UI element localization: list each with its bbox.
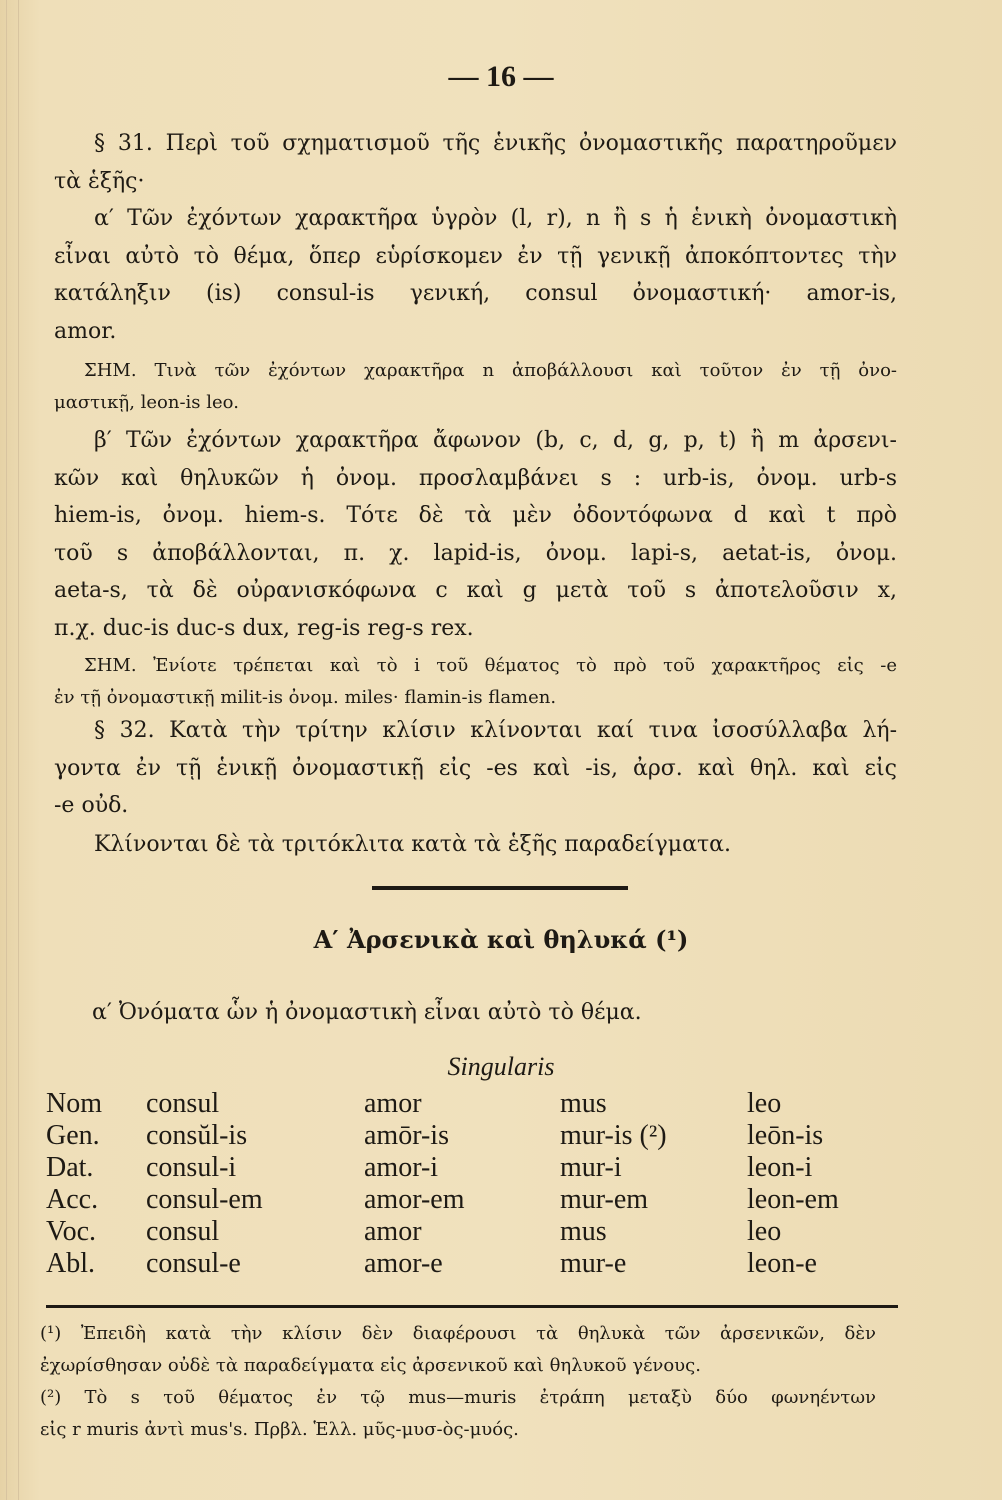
section-heading: Α′ Ἀρσενικὰ καὶ θηλυκά (¹) — [313, 925, 689, 954]
form-cell: mur-i — [560, 1152, 622, 1183]
note-1 — [54, 355, 897, 419]
form-cell: amor-i — [364, 1152, 439, 1183]
text-line: aeta-s, τὰ δὲ οὐρανισκόφωνα c καὶ g μετὰ τοῦ s ἀποτελοῦσιν x, — [54, 578, 897, 603]
table-row — [46, 1184, 887, 1216]
form-cell: consul-e — [146, 1248, 241, 1279]
text-line: -e οὐδ. — [54, 793, 129, 818]
form-cell: consul — [146, 1088, 220, 1119]
form-cell: consul-em — [146, 1184, 263, 1215]
footnote-line: (²) Τὸ s τοῦ θέματος ἐν τῷ mus—muris ἐτράπη μεταξὺ δύο φωνηέντων — [40, 1387, 876, 1408]
form-cell: leo — [747, 1088, 782, 1119]
form-cell: amōr-is — [364, 1120, 449, 1151]
form-cell: mur-em — [560, 1184, 649, 1215]
table-row — [46, 1152, 887, 1184]
text-line: amor. — [54, 318, 117, 344]
form-cell: consul-i — [146, 1152, 237, 1183]
text-line: Κλίνονται δὲ τὰ τριτόκλιτα κατὰ τὰ ἑξῆς παραδείγματα. — [94, 832, 731, 857]
table-row — [46, 1248, 887, 1280]
text-line: § 31. Περὶ τοῦ σχηματισμοῦ τῆς ἑνικῆς ὀνομαστικῆς παρατηροῦμεν — [94, 131, 897, 156]
form-cell: leo — [747, 1216, 782, 1247]
form-cell: amor-e — [364, 1248, 443, 1279]
closing-paragraph — [54, 826, 897, 864]
text-line: π.χ. duc-is duc-s dux, reg-is reg-s rex. — [54, 615, 474, 641]
form-cell: leōn-is — [747, 1120, 824, 1151]
case-label: Voc. — [46, 1216, 97, 1247]
table-row — [46, 1216, 887, 1248]
section-divider — [372, 886, 628, 890]
text-line: hiem-is, ὀνομ. hiem-s. Τότε δὲ τὰ μὲν ὀδοντόφωνα d καὶ t πρὸ — [54, 503, 897, 528]
footnotes — [40, 1318, 876, 1446]
footnote-line: εἰς r muris ἀντὶ mus's. Πρβλ. Ἑλλ. μῦς-μυσ-ὸς-μυός. — [40, 1419, 519, 1440]
subheading: α′ Ὀνόματα ὧν ἡ ὀνομαστικὴ εἶναι αὐτὸ τὸ θέμα. — [92, 1000, 642, 1025]
paragraph-32 — [54, 712, 897, 825]
text-line: εἶναι αὐτὸ τὸ θέμα, ὅπερ εὑρίσκομεν ἐν τῇ γενικῇ ἀποκόπτοντες τὴν — [54, 243, 897, 269]
table-row — [46, 1120, 887, 1152]
note-2 — [54, 650, 897, 714]
text-line: τὰ ἑξῆς· — [54, 168, 145, 194]
text-line: τοῦ s ἀποβάλλονται, π. χ. lapid-is, ὀνομ. lapi-s, aetat-is, ὀνομ. — [54, 540, 897, 566]
text-line: α′ Τῶν ἐχόντων χαρακτῆρα ὑγρὸν (l, r), n ἢ s ἡ ἑνικὴ ὀνομαστικὴ — [94, 206, 897, 231]
form-cell: consŭl-is — [146, 1120, 248, 1151]
table-caption: Singularis — [447, 1052, 555, 1081]
form-cell: mur-is (²) — [560, 1120, 667, 1151]
footnote-line: ἐχωρίσθησαν οὐδὲ τὰ παραδείγματα εἰς ἀρσενικοῦ καὶ θηλυκοῦ γένους. — [40, 1355, 701, 1376]
case-label: Dat. — [46, 1152, 94, 1183]
note-line: ΣΗΜ. Ἐνίοτε τρέπεται καὶ τὸ i τοῦ θέματος τὸ πρὸ τοῦ χαρακτῆρος εἰς -e — [84, 655, 897, 676]
text-line: κῶν καὶ θηλυκῶν ἡ ὀνομ. προσλαμβάνει s : urb-is, ὀνομ. urb-s — [54, 465, 897, 491]
case-label: Acc. — [46, 1184, 99, 1215]
text-line: κατάληξιν (is) consul-is γενική, consul ὀνομαστική· amor-is, — [54, 281, 897, 306]
form-cell: leon-e — [747, 1248, 817, 1279]
binding-edge — [6, 0, 7, 1500]
case-label: Gen. — [46, 1120, 100, 1151]
form-cell: leon-em — [747, 1184, 839, 1215]
form-cell: mus — [560, 1216, 607, 1247]
case-label: Nom — [46, 1088, 102, 1119]
paragraph-31 — [54, 125, 897, 200]
note-line: ἐν τῇ ὀνομαστικῇ milit-is ὀνομ. miles· flamin-is flamen. — [54, 687, 557, 708]
paragraph-b — [54, 422, 897, 647]
form-cell: mus — [560, 1088, 607, 1119]
note-line: ΣΗΜ. Τινὰ τῶν ἐχόντων χαρακτῆρα n ἀποβάλλουσι καὶ τοῦτον ἐν τῇ ὀνο- — [84, 360, 897, 381]
form-cell: consul — [146, 1216, 220, 1247]
note-line: μαστικῇ, leon-is leo. — [54, 392, 239, 413]
footnote-line: (¹) Ἐπειδὴ κατὰ τὴν κλίσιν δὲν διαφέρουσι τὰ θηλυκὰ τῶν ἀρσενικῶν, δὲν — [40, 1323, 876, 1344]
form-cell: amor — [364, 1088, 422, 1119]
form-cell: leon-i — [747, 1152, 813, 1183]
table-row — [46, 1088, 887, 1120]
page-number: — 16 — — [448, 60, 554, 93]
text-line: β′ Τῶν ἐχόντων χαρακτῆρα ἄφωνον (b, c, d, g, p, t) ἢ m ἀρσενι- — [94, 428, 897, 453]
form-cell: mur-e — [560, 1248, 627, 1279]
footnote-divider — [46, 1305, 898, 1308]
form-cell: amor-em — [364, 1184, 465, 1215]
form-cell: amor — [364, 1216, 422, 1247]
case-label: Abl. — [46, 1248, 95, 1279]
text-line: § 32. Κατὰ τὴν τρίτην κλίσιν κλίνονται καί τινα ἰσοσύλλαβα λή- — [94, 718, 897, 743]
declension-table — [46, 1088, 887, 1280]
text-line: γοντα ἐν τῇ ἑνικῇ ὀνομαστικῇ εἰς -es καὶ -is, ἀρσ. καὶ θηλ. καὶ εἰς — [54, 755, 897, 781]
paragraph-a — [54, 200, 897, 350]
binding-edge — [18, 0, 19, 1500]
